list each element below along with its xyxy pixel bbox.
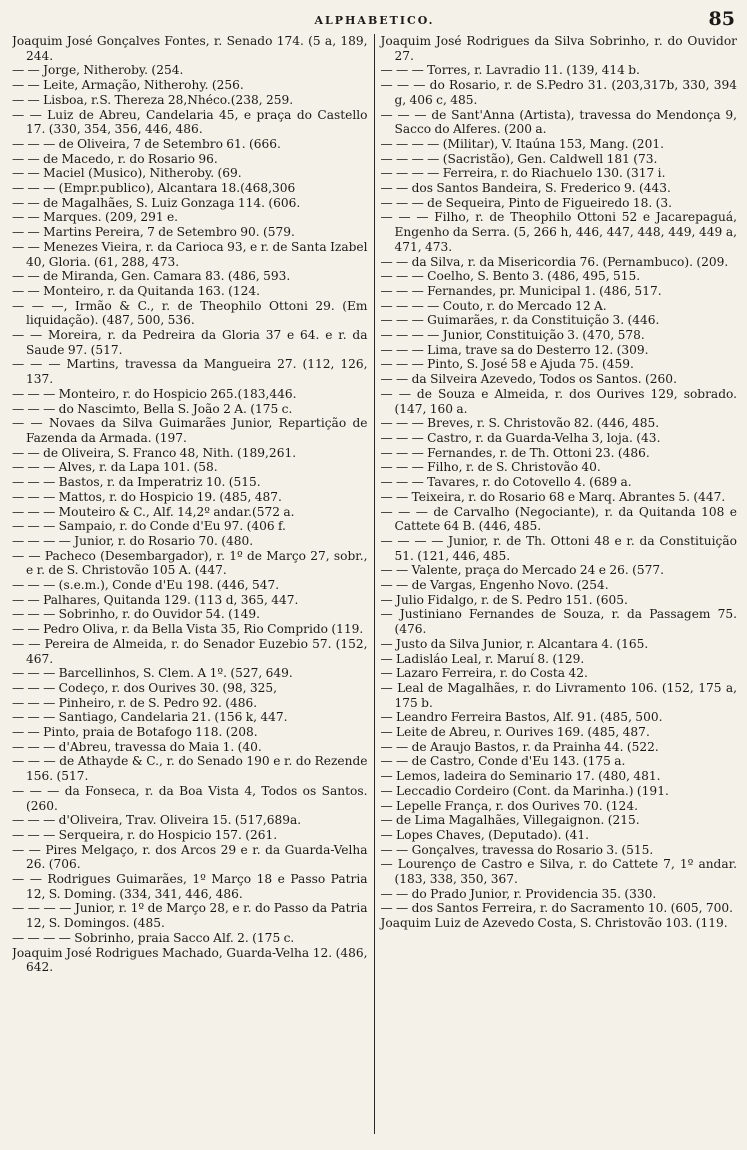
directory-entry: Joaquim José Rodrigues Machado, Guarda-Velha 12. (486, 642. bbox=[12, 945, 368, 975]
directory-entry: Joaquim Luiz de Azevedo Costa, S. Christovão 103. (119. bbox=[380, 916, 728, 931]
directory-entry: — — de Castro, Conde d'Eu 143. (175 a. bbox=[380, 754, 626, 769]
directory-entry: — — de Oliveira, S. Franco 48, Nith. (189,261. bbox=[12, 445, 297, 460]
directory-entry: — — — da Fonseca, r. da Boa Vista 4, Todos os Santos. (260. bbox=[12, 783, 368, 813]
directory-entry: — — Pinto, praia de Botafogo 118. (208. bbox=[12, 725, 258, 740]
directory-entry: — — — d'Abreu, travessa do Maia 1. (40. bbox=[12, 739, 262, 754]
directory-entry: — — da Silva, r. da Misericordia 76. (Pernambuco). (209. bbox=[380, 254, 729, 269]
directory-entry: — — Leite, Armação, Nitherohy. (256. bbox=[12, 78, 244, 93]
directory-entry: — — — Santiago, Candelaria 21. (156 k, 447. bbox=[12, 710, 288, 725]
directory-entry: — — de Souza e Almeida, r. dos Ourives 129, sobrado. (147, 160 a. bbox=[380, 386, 737, 416]
directory-entry: — — — Castro, r. da Guarda-Velha 3, loja. (43. bbox=[380, 430, 661, 445]
directory-entry: — — —, Irmão & C., r. de Theophilo Ottoni 29. (Em liquidação). (487, 500, 536. bbox=[12, 298, 368, 328]
directory-entry: — — — Mattos, r. do Hospicio 19. (485, 487. bbox=[12, 489, 282, 504]
directory-entry: — — de Vargas, Engenho Novo. (254. bbox=[380, 578, 609, 593]
directory-entry: — — — — Couto, r. do Mercado 12 A. bbox=[380, 298, 607, 313]
directory-entry: — Lourenço de Castro e Silva, r. do Cattete 7, 1º andar. (183, 338, 350, 367. bbox=[380, 857, 737, 887]
left-column bbox=[12, 34, 375, 1134]
two-column-body bbox=[12, 34, 737, 1134]
directory-entry: — — — Bastos, r. da Imperatriz 10. (515. bbox=[12, 475, 261, 490]
directory-entry: — — Palhares, Quitanda 129. (113 d, 365, 447. bbox=[12, 592, 299, 607]
directory-entry: — — — Breves, r. S. Christovão 82. (446, 485. bbox=[380, 416, 660, 431]
directory-entry: — — — — Junior, Constituição 3. (470, 578. bbox=[380, 328, 645, 343]
directory-entry: — — Jorge, Nitheroby. (254. bbox=[12, 63, 184, 78]
directory-entry: — Leccadio Cordeiro (Cont. da Marinha.) (191. bbox=[380, 783, 669, 798]
directory-entry: — — Luiz de Abreu, Candelaria 45, e praça do Castello 17. (330, 354, 356, 446, 486. bbox=[12, 107, 368, 137]
directory-entry: — — dos Santos Bandeira, S. Frederico 9. (443. bbox=[380, 181, 671, 196]
directory-entry: — — — Pinto, S. José 58 e Ajuda 75. (459. bbox=[380, 357, 634, 372]
directory-entry: — — Moreira, r. da Pedreira da Gloria 37 e 64. e r. da Saude 97. (517. bbox=[12, 328, 368, 357]
directory-entry: — — — (s.e.m.), Conde d'Eu 198. (446, 547. bbox=[12, 578, 280, 593]
page-number: 85 bbox=[708, 8, 735, 30]
directory-entry: — Justo da Silva Junior, r. Alcantara 4. (165. bbox=[380, 636, 649, 651]
directory-entry: — — Rodrigues Guimarães, 1º Março 18 e Passo Patria 12, S. Doming. (334, 341, 446, 486. bbox=[12, 872, 368, 901]
directory-entry: — Leite de Abreu, r. Ourives 169. (485, 487. bbox=[380, 725, 650, 740]
directory-entry: — Lazaro Ferreira, r. do Costa 42. bbox=[380, 666, 588, 681]
directory-entry: — — — Guimarães, r. da Constituição 3. (446. bbox=[380, 313, 660, 328]
directory-entry: — — — Mouteiro & C., Alf. 14,2º andar.(572 a. bbox=[12, 504, 295, 519]
right-column bbox=[375, 34, 738, 1134]
directory-entry: — — — do Nascimto, Bella S. João 2 A. (175 c. bbox=[12, 401, 293, 416]
directory-entry: — — — Sobrinho, r. do Ouvidor 54. (149. bbox=[12, 607, 261, 622]
directory-entry: — Julio Fidalgo, r. de S. Pedro 151. (605. bbox=[380, 592, 628, 607]
directory-entry: — — — Fernandes, r. de Th. Ottoni 23. (486. bbox=[380, 445, 650, 460]
directory-entry: — Lopes Chaves, (Deputado). (41. bbox=[380, 827, 590, 842]
directory-entry: — Leal de Magalhães, r. do Livramento 106. (152, 175 a, 175 b. bbox=[380, 680, 737, 710]
directory-entry: — Justiniano Fernandes de Souza, r. da Passagem 75. (476. bbox=[380, 607, 737, 637]
directory-entry: — — dos Santos Ferreira, r. do Sacramento 10. (605, 700. bbox=[380, 901, 733, 916]
directory-entry: — — de Araujo Bastos, r. da Prainha 44. (522. bbox=[380, 739, 659, 754]
directory-entry: — — Marques. (209, 291 e. bbox=[12, 210, 179, 225]
directory-entry: — — — Fernandes, pr. Municipal 1. (486, 517. bbox=[380, 283, 662, 298]
directory-entry: — — — d'Oliveira, Trav. Oliveira 15. (517,689a. bbox=[12, 813, 302, 828]
directory-entry: — — da Silveira Azevedo, Todos os Santos. (260. bbox=[380, 372, 677, 387]
directory-entry: — — Teixeira, r. do Rosario 68 e Marq. Abrantes 5. (447. bbox=[380, 489, 726, 504]
directory-entry: — — — de Sequeira, Pinto de Figueiredo 18. (3. bbox=[380, 195, 672, 210]
directory-entry: — — — (Empr.publico), Alcantara 18.(468,306 bbox=[12, 181, 296, 196]
directory-entry: — Lepelle França, r. dos Ourives 70. (124. bbox=[380, 798, 638, 813]
directory-entry: Joaquim José Gonçalves Fontes, r. Senado 174. (5 a, 189, 244. bbox=[12, 34, 368, 63]
directory-entry: — — — Serqueira, r. do Hospicio 157. (261. bbox=[12, 827, 278, 842]
directory-entry: — — — Codeço, r. dos Ourives 30. (98, 325, bbox=[12, 680, 277, 695]
directory-entry: — — — Coelho, S. Bento 3. (486, 495, 515. bbox=[380, 269, 641, 284]
directory-entry: — — — — Junior, r. 1º de Março 28, e r. do Passo da Patria 12, S. Domingos. (485. bbox=[12, 901, 368, 931]
directory-entry: — — Lisboa, r.S. Thereza 28,Nhéco.(238, 259. bbox=[12, 92, 294, 107]
directory-entry: — — — Lima, trave sa do Desterro 12. (309. bbox=[380, 342, 649, 357]
directory-entry: — — — Martins, travessa da Mangueira 27. (112, 126, 137. bbox=[12, 357, 368, 387]
directory-entry: — — — Alves, r. da Lapa 101. (58. bbox=[12, 460, 218, 475]
directory-entry: — — — Filho, r. de Theophilo Ottoni 52 e Jacarepaguá, Engenho da Serra. (5, 266 h, 446, 447, 448, 449, 449 a, 471, 473. bbox=[380, 210, 737, 254]
directory-entry: — de Lima Magalhães, Villegaignon. (215. bbox=[380, 813, 640, 828]
directory-entry: — — — — Ferreira, r. do Riachuelo 130. (317 i. bbox=[380, 166, 666, 181]
directory-entry: — — Pereira de Almeida, r. do Senador Euzebio 57. (152, 467. bbox=[12, 636, 368, 666]
directory-entry: — — — Tavares, r. do Cotovello 4. (689 a. bbox=[380, 475, 632, 490]
directory-entry: — — — de Carvalho (Negociante), r. da Quitanda 108 e Cattete 64 B. (446, 485. bbox=[380, 504, 737, 534]
directory-entry: — — — Monteiro, r. do Hospicio 265.(183,446. bbox=[12, 386, 297, 401]
directory-entry: — — — — (Militar), V. Itaúna 153, Mang. (201. bbox=[380, 136, 664, 151]
directory-entry: — — — Pinheiro, r. de S. Pedro 92. (486. bbox=[12, 695, 258, 710]
directory-entry: — — do Prado Junior, r. Providencia 35. (330. bbox=[380, 886, 657, 901]
directory-entry: — — Pedro Oliva, r. da Bella Vista 35, Rio Comprido (119. bbox=[12, 622, 364, 637]
directory-entry: — Lemos, ladeira do Seminario 17. (480, 481. bbox=[380, 769, 661, 784]
directory-entry: — — — — Junior, r. de Th. Ottoni 48 e r. da Constituição 51. (121, 446, 485. bbox=[380, 533, 737, 563]
directory-entry: — — — de Oliveira, 7 de Setembro 61. (666. bbox=[12, 136, 281, 151]
directory-entry: — — de Miranda, Gen. Camara 83. (486, 593. bbox=[12, 269, 291, 284]
directory-entry: — Leandro Ferreira Bastos, Alf. 91. (485, 500. bbox=[380, 710, 663, 725]
directory-entry: — — Gonçalves, travessa do Rosario 3. (515. bbox=[380, 842, 654, 857]
directory-entry: — — — de Sant'Anna (Artista), travessa do Mendonça 9, Sacco do Alferes. (200 a. bbox=[380, 107, 737, 137]
directory-entry: — — — de Athayde & C., r. do Senado 190 e r. do Rezende 156. (517. bbox=[12, 754, 368, 784]
directory-entry: — — Monteiro, r. da Quitanda 163. (124. bbox=[12, 283, 260, 298]
directory-entry: — Ladisláo Leal, r. Maruí 8. (129. bbox=[380, 651, 585, 666]
directory-entry: — — Novaes da Silva Guimarães Junior, Repartição de Fazenda da Armada. (197. bbox=[12, 416, 368, 445]
running-title: ALPHABETICO. bbox=[314, 14, 435, 27]
directory-entry: — — de Macedo, r. do Rosario 96. bbox=[12, 151, 218, 166]
page-header bbox=[12, 8, 737, 34]
directory-entry: — — — — Junior, r. do Rosario 70. (480. bbox=[12, 533, 254, 548]
directory-entry: — — — — Sobrinho, praia Sacco Alf. 2. (175 c. bbox=[12, 930, 295, 945]
directory-entry: — — Maciel (Musico), Nitheroby. (69. bbox=[12, 166, 242, 181]
directory-entry: — — — — (Sacristão), Gen. Caldwell 181 (73. bbox=[380, 151, 658, 166]
directory-entry: — — Valente, praça do Mercado 24 e 26. (577. bbox=[380, 563, 664, 578]
directory-entry: — — — do Rosario, r. de S.Pedro 31. (203,317b, 330, 394 g, 406 c, 485. bbox=[380, 78, 737, 107]
directory-entry: — — Menezes Vieira, r. da Carioca 93, e r. de Santa Izabel 40, Gloria. (61, 288, 473. bbox=[12, 239, 368, 269]
directory-entry: — — Martins Pereira, 7 de Setembro 90. (579. bbox=[12, 225, 295, 240]
directory-entry: — — — Barcellinhos, S. Clem. A 1º. (527, 649. bbox=[12, 666, 293, 681]
directory-entry: — — Pacheco (Desembargador), r. 1º de Março 27, sobr., e r. de S. Christovão 105 A. (447. bbox=[12, 548, 368, 578]
directory-entry: Joaquim José Rodrigues da Silva Sobrinho, r. do Ouvidor 27. bbox=[380, 34, 737, 63]
directory-entry: — — — Sampaio, r. do Conde d'Eu 97. (406 f. bbox=[12, 519, 286, 534]
directory-entry: — — Pires Melgaço, r. dos Arcos 29 e r. da Guarda-Velha 26. (706. bbox=[12, 842, 368, 872]
directory-entry: — — de Magalhães, S. Luiz Gonzaga 114. (606. bbox=[12, 195, 301, 210]
directory-entry: — — — Filho, r. de S. Christovão 40. bbox=[380, 460, 601, 475]
directory-entry: — — — Torres, r. Lavradio 11. (139, 414 b. bbox=[380, 63, 640, 78]
